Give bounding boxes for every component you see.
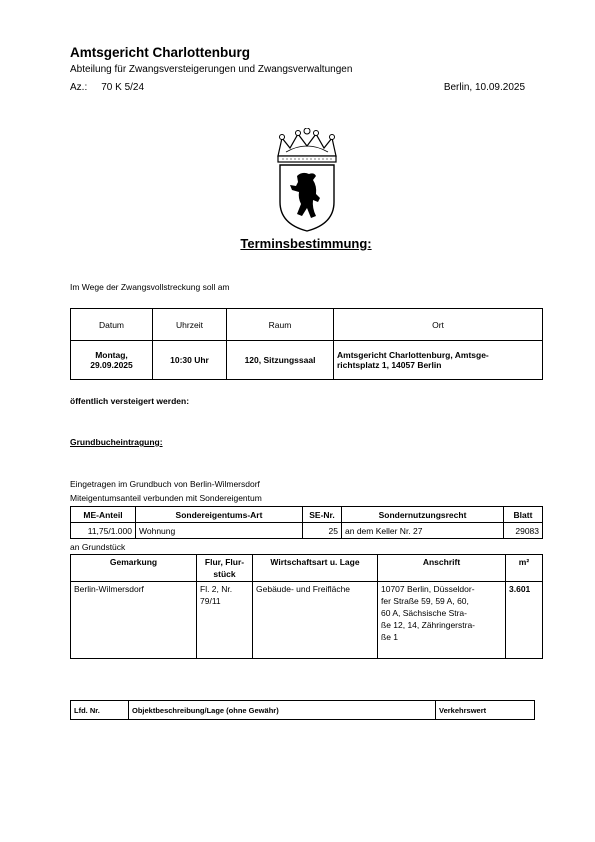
flur-value — [197, 582, 253, 659]
blatt-value: 29083 — [504, 523, 543, 539]
appointment-table — [70, 308, 543, 380]
case-number — [70, 82, 158, 93]
appointment-date — [71, 341, 153, 380]
land-register-heading: Grundbucheintragung: — [70, 437, 163, 447]
flur-line-2: 79/11 — [200, 596, 221, 606]
wirtschaftsart-value: Gebäude- und Freifläche — [253, 582, 378, 659]
header-se-art: Sondereigentums-Art — [136, 507, 303, 523]
header-datum: Datum — [71, 309, 153, 341]
date-value: 29.09.2025 — [90, 360, 133, 370]
page-title: Terminsbestimmung: — [240, 236, 372, 251]
address-line: ße 12, 14, Zähringerstra- — [381, 620, 476, 630]
court-name: Amtsgericht Charlottenburg — [70, 45, 251, 60]
address-line: fer Straße 59, 59 A, 60, — [381, 596, 469, 606]
registered-in-text: Eingetragen im Grundbuch von Berlin-Wilmersdorf — [70, 479, 260, 489]
header-sondernutzungsrecht: Sondernutzungsrecht — [342, 507, 504, 523]
header-uhrzeit: Uhrzeit — [153, 309, 227, 341]
az-label: Az.: — [70, 82, 88, 93]
table-row — [71, 582, 543, 659]
header-blatt: Blatt — [504, 507, 543, 523]
header-flur-line-1: Flur, Flur- — [204, 557, 245, 567]
header-me-anteil: ME-Anteil — [71, 507, 136, 523]
place-line-1: Amtsgericht Charlottenburg, Amtsge- — [337, 350, 489, 360]
appointment-place — [334, 341, 543, 380]
property-table — [70, 554, 543, 659]
sondernutzungsrecht-value: an dem Keller Nr. 27 — [342, 523, 504, 539]
appointment-time: 10:30 Uhr — [153, 341, 227, 380]
header-wirtschaftsart: Wirtschaftsart u. Lage — [253, 555, 378, 582]
berlin-coat-of-arms-icon — [272, 128, 342, 233]
header-objektbeschreibung: Objektbeschreibung/Lage (ohne Gewähr) — [129, 701, 436, 720]
co-ownership-text: Miteigentumsanteil verbunden mit Sondereigentum — [70, 493, 262, 503]
header-area: m² — [506, 555, 543, 582]
date-weekday: Montag, — [95, 350, 128, 360]
az-number: 70 K 5/24 — [101, 82, 145, 93]
header-lfd-nr: Lfd. Nr. — [71, 701, 129, 720]
intro-text: Im Wege der Zwangsvollstreckung soll am — [70, 282, 230, 292]
header-se-nr: SE-Nr. — [303, 507, 342, 523]
department-name: Abteilung für Zwangsversteigerungen und Zwangsverwaltungen — [70, 64, 353, 75]
se-art-value: Wohnung — [136, 523, 303, 539]
header-ort: Ort — [334, 309, 543, 341]
header-verkehrswert: Verkehrswert — [436, 701, 535, 720]
flur-line-1: Fl. 2, Nr. — [200, 584, 233, 594]
header-flur — [197, 555, 253, 582]
area-value: 3.601 — [506, 582, 543, 659]
address-line: 60 A, Sächsische Stra- — [381, 608, 467, 618]
header-raum: Raum — [227, 309, 334, 341]
appointment-room: 120, Sitzungssaal — [227, 341, 334, 380]
header-gemarkung: Gemarkung — [71, 555, 197, 582]
place-line-2: richtsplatz 1, 14057 Berlin — [337, 360, 442, 370]
public-auction-text: öffentlich versteigert werden: — [70, 396, 190, 406]
address-value — [378, 582, 506, 659]
header-flur-line-2: stück — [213, 569, 236, 579]
header-anschrift: Anschrift — [378, 555, 506, 582]
gemarkung-value: Berlin-Wilmersdorf — [71, 582, 197, 659]
me-anteil-value: 11,75/1.000 — [71, 523, 136, 539]
on-property-text: an Grundstück — [70, 542, 126, 552]
address-line: 10707 Berlin, Düsseldor- — [381, 584, 475, 594]
place-date: Berlin, 10.09.2025 — [443, 82, 525, 93]
se-nr-value: 25 — [303, 523, 342, 539]
address-line: ße 1 — [381, 632, 399, 642]
table-row — [71, 523, 543, 539]
ownership-table — [70, 506, 543, 539]
object-table — [70, 700, 535, 720]
